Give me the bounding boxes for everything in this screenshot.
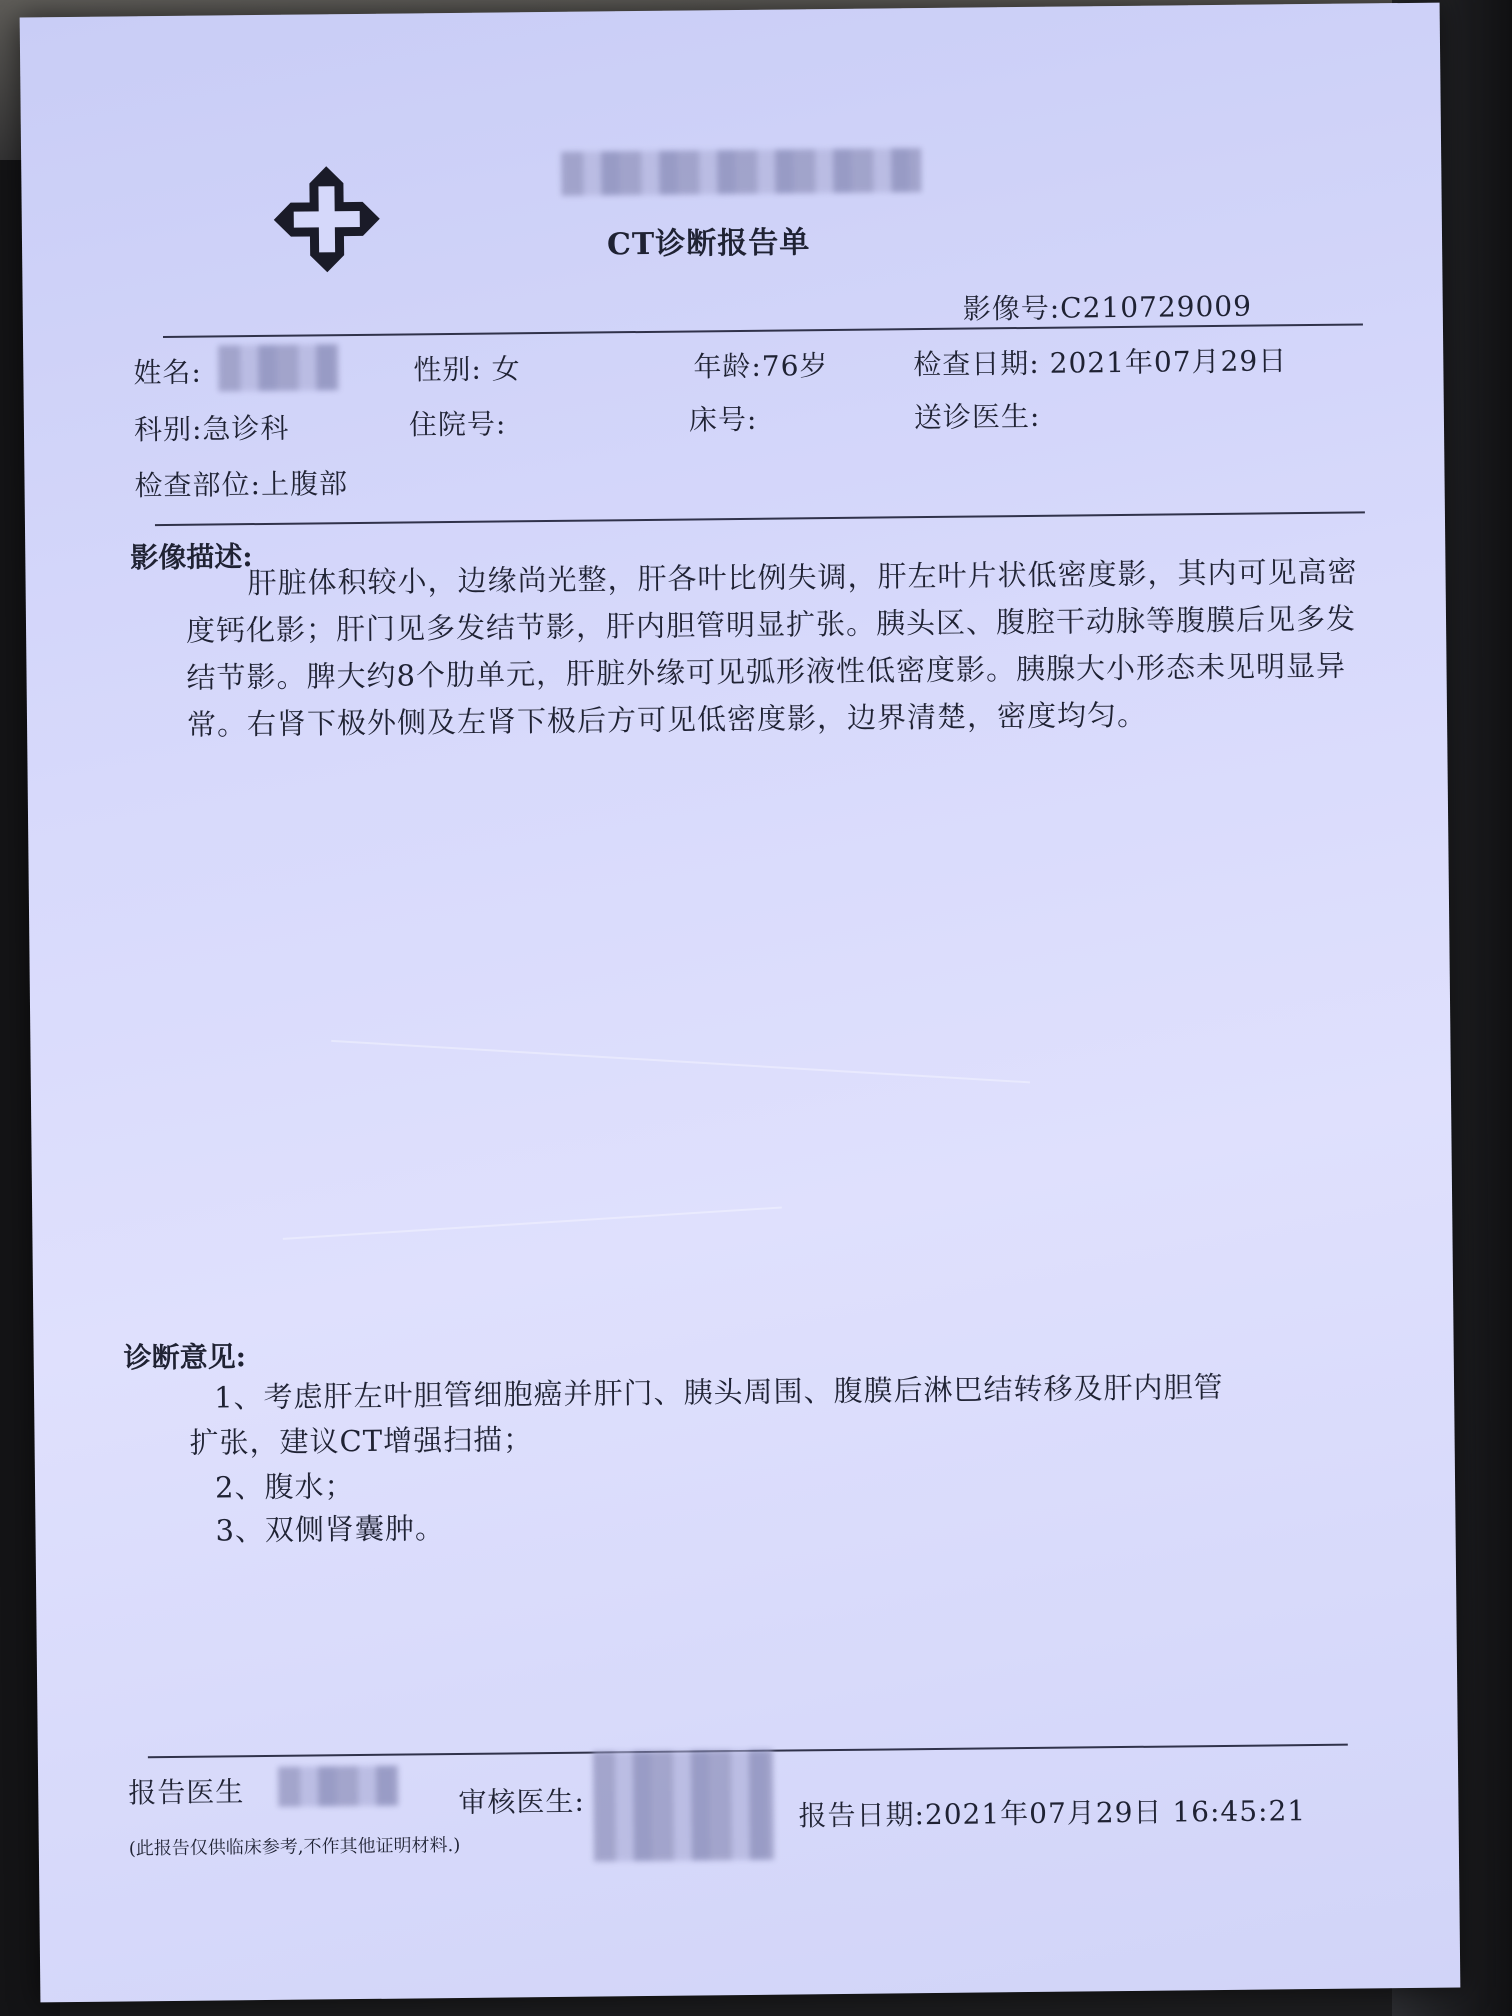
report-paper [20,3,1461,2003]
image-number-value: C210729009 [1060,289,1253,325]
review-doctor-redacted [593,1750,774,1862]
report-doctor-label: 报告医生 [128,1775,245,1810]
diagnosis-heading: 诊断意见: [123,1340,247,1375]
diagnosis-item: 3、双侧肾囊肿。 [215,1511,446,1548]
doctor-label: 送诊医生: [913,399,1041,435]
description-text: 肝脏体积较小，边缘尚光整，肝各叶比例失调，肝左叶片状低密度影，其内可见高密度钙化影；肝门见多发结节影，肝内胆管明显扩张。胰头区、腹腔干动脉等腹膜后见多发结节影。脾大约8个肋单元，肝脏外缘可见弧形液性低密度影。胰腺大小形态未见明显异常。右肾下极外侧及左肾下极后方可见低密度影，边界清楚，密度均匀。 [185,554,1358,742]
image-number [963,285,1253,328]
patient-name-redacted [218,344,338,391]
part-label: 检查部位: [134,467,262,503]
name-label: 姓名: [133,355,202,390]
inpatient-number [409,402,507,443]
description-heading: 影像描述: [130,540,253,575]
hospital-cross-logo [271,164,382,275]
report-doctor [128,1770,244,1811]
part-value: 上腹部 [260,467,349,501]
dept-value: 急诊科 [202,411,290,446]
diagnosis-item: 1、考虑肝左叶胆管细胞癌并肝门、胰头周围、腹膜后淋巴结转移及肝内胆管 [213,1369,1224,1415]
hospital-name-redacted [561,148,921,196]
inpatient-label: 住院号: [408,407,507,442]
paper-crease [283,1206,782,1239]
sex-value: 女 [491,352,521,386]
image-number-label: 影像号: [962,291,1061,326]
age-value: 76岁 [761,349,829,383]
diagnosis-item: 扩张，建议CT增强扫描； [189,1422,534,1460]
divider [155,511,1365,526]
report-date-label: 报告日期: [798,1798,926,1833]
diagnosis-item: 2、腹水； [214,1469,355,1505]
exam-part [134,462,348,504]
referring-doctor [914,395,1041,436]
dept-label: 科别: [133,412,203,447]
paper-crease [331,1040,1030,1084]
patient-name [133,351,202,392]
age-label: 年龄: [693,349,762,384]
report-date [798,1789,1306,1834]
report-doctor-redacted [278,1766,398,1807]
department [134,407,290,449]
patient-sex [413,347,521,388]
sex-label: 性别: [413,352,482,387]
report-date-value: 2021年07月29日 16:45:21 [924,1794,1307,1832]
review-doctor [458,1780,585,1821]
bed-label: 床号: [688,402,758,437]
exam-date-value: 2021年07月29日 [1049,344,1288,380]
review-doctor-label: 审核医生: [458,1784,585,1819]
divider [163,323,1363,338]
exam-date [913,339,1287,383]
patient-age [693,344,828,385]
exam-date-label: 检查日期: [913,346,1040,382]
bed-number [689,398,758,439]
disclaimer-note: (此报告仅供临床参考,不作其他证明材料.) [128,1834,461,1860]
report-title: CT诊断报告单 [606,225,811,263]
